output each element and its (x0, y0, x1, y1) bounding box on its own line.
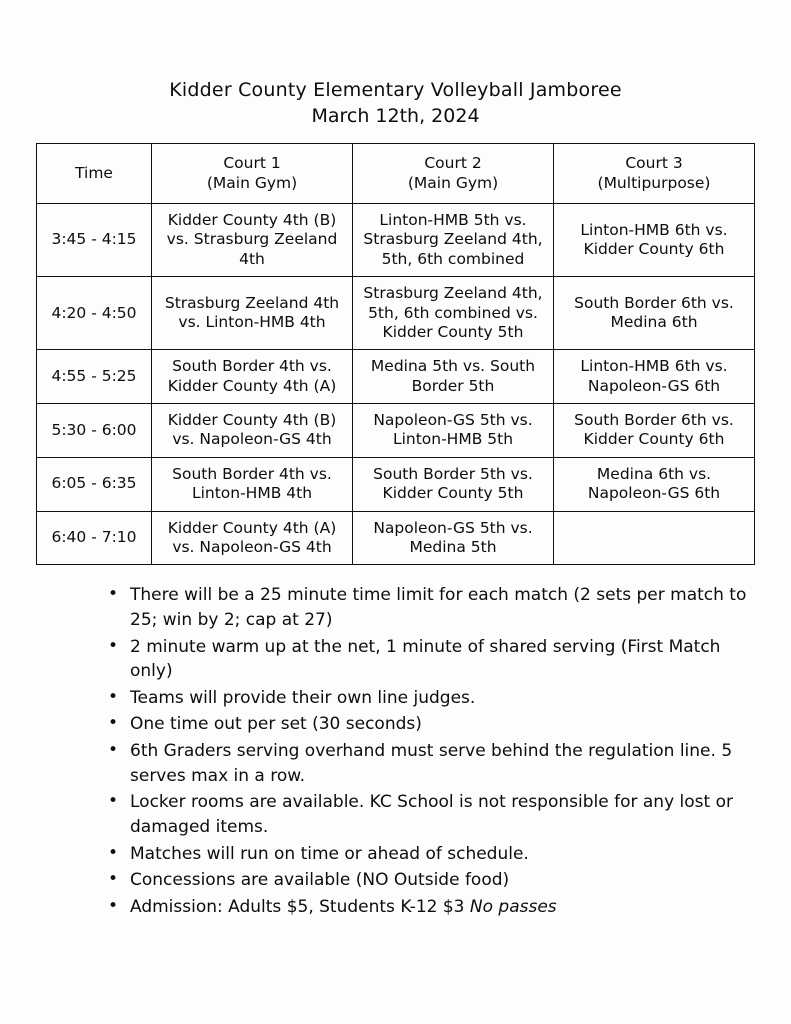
column-header-time (37, 144, 152, 204)
cell-court1: South Border 4th vs. Kidder County 4th (A) (152, 350, 353, 404)
cell-court3: Linton-HMB 6th vs. Kidder County 6th (554, 204, 755, 277)
list-item-admission: • Admission: Adults $5, Students K-12 $3 No passes (108, 895, 751, 920)
table-row (37, 404, 755, 458)
cell-court2: South Border 5th vs. Kidder County 5th (353, 457, 554, 511)
cell-court3: Medina 6th vs. Napoleon-GS 6th (554, 457, 755, 511)
column-header-court3-line2: (Multipurpose) (597, 173, 711, 192)
list-item: • One time out per set (30 seconds) (108, 712, 751, 737)
table-row (37, 511, 755, 565)
cell-court3 (554, 511, 755, 565)
column-header-time-line1: Time (75, 163, 113, 182)
schedule-table (36, 143, 755, 565)
document-header (0, 0, 791, 129)
cell-time: 4:20 - 4:50 (37, 277, 152, 350)
column-header-court2-line1: Court 2 (424, 154, 482, 173)
table-row (37, 277, 755, 350)
cell-court2: Strasburg Zeeland 4th, 5th, 6th combined vs. Kidder County 5th (353, 277, 554, 350)
column-header-court1-line2: (Main Gym) (206, 173, 298, 192)
column-header-court2-line2: (Main Gym) (407, 173, 499, 192)
column-header-court3 (554, 144, 755, 204)
cell-court2: Napoleon-GS 5th vs. Linton-HMB 5th (353, 404, 554, 458)
cell-court2: Napoleon-GS 5th vs. Medina 5th (353, 511, 554, 565)
list-item: • Concessions are available (NO Outside food) (108, 868, 751, 893)
list-item: • There will be a 25 minute time limit for each match (2 sets per match to 25; win by 2; cap at 27) (108, 583, 751, 632)
cell-court1: Kidder County 4th (B) vs. Strasburg Zeeland 4th (152, 204, 353, 277)
column-header-court1 (152, 144, 353, 204)
list-item: • Matches will run on time or ahead of schedule. (108, 842, 751, 867)
list-item: • Locker rooms are available. KC School is not responsible for any lost or damaged items. (108, 790, 751, 839)
admission-no-passes: No passes (469, 896, 557, 917)
cell-court2: Linton-HMB 5th vs. Strasburg Zeeland 4th, 5th, 6th combined (353, 204, 554, 277)
table-row (37, 457, 755, 511)
cell-time: 6:40 - 7:10 (37, 511, 152, 565)
cell-time: 4:55 - 5:25 (37, 350, 152, 404)
cell-court2: Medina 5th vs. South Border 5th (353, 350, 554, 404)
page-title: Kidder County Elementary Volleyball Jamboree (169, 79, 622, 101)
cell-time: 5:30 - 6:00 (37, 404, 152, 458)
column-header-court1-line1: Court 1 (223, 154, 281, 173)
column-header-court2 (353, 144, 554, 204)
cell-court1: Kidder County 4th (A) vs. Napoleon-GS 4th (152, 511, 353, 565)
list-item: • Teams will provide their own line judges. (108, 686, 751, 711)
table-header-row (37, 144, 755, 204)
cell-court3: Linton-HMB 6th vs. Napoleon-GS 6th (554, 350, 755, 404)
list-item: • 6th Graders serving overhand must serve behind the regulation line. 5 serves max in a row. (108, 739, 751, 788)
cell-court1: Strasburg Zeeland 4th vs. Linton-HMB 4th (152, 277, 353, 350)
page-subtitle: March 12th, 2024 (311, 104, 480, 127)
cell-court3: South Border 6th vs. Kidder County 6th (554, 404, 755, 458)
cell-court1: South Border 4th vs. Linton-HMB 4th (152, 457, 353, 511)
cell-time: 3:45 - 4:15 (37, 204, 152, 277)
column-header-court3-line1: Court 3 (625, 154, 683, 173)
rules-list (0, 583, 791, 919)
list-item: • 2 minute warm up at the net, 1 minute of shared serving (First Match only) (108, 635, 751, 684)
cell-time: 6:05 - 6:35 (37, 457, 152, 511)
cell-court3: South Border 6th vs. Medina 6th (554, 277, 755, 350)
cell-court1: Kidder County 4th (B) vs. Napoleon-GS 4th (152, 404, 353, 458)
table-row (37, 350, 755, 404)
table-row (37, 204, 755, 277)
